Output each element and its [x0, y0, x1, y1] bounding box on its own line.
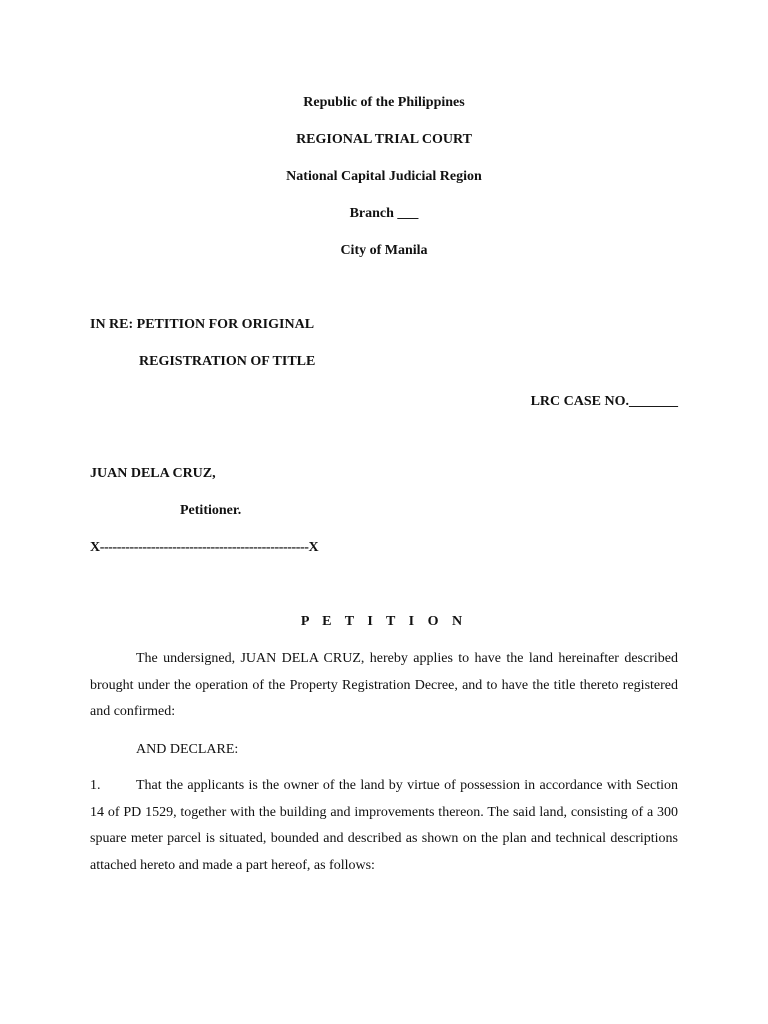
court-heading: REGIONAL TRIAL COURT: [296, 132, 472, 147]
and-declare: AND DECLARE:: [136, 742, 239, 757]
case-number: LRC CASE NO._______: [530, 394, 678, 409]
petitioner-role: Petitioner.: [180, 503, 242, 518]
petition-title: P E T I T I O N: [300, 614, 468, 629]
petitioner-name: JUAN DELA CRUZ,: [90, 466, 216, 481]
region-heading: National Capital Judicial Region: [286, 169, 482, 184]
paragraph-text: That the applicants is the owner of the land by virtue of possession in accordance with Section 14 of PD 1529, together with the building and improvements thereon. The said land, consisting of a 300 spuare meter parcel is situated, bounded and described as shown on the plan and technical descriptions attached hereto and made a part hereof, as follows:: [90, 778, 678, 873]
city-heading: City of Manila: [340, 243, 428, 258]
branch-heading: Branch ___: [349, 206, 419, 221]
paragraph-number: 1.: [90, 778, 101, 793]
in-re-line-2: REGISTRATION OF TITLE: [139, 354, 316, 369]
numbered-paragraph-1: [90, 773, 678, 879]
intro-paragraph: The undersigned, JUAN DELA CRUZ, hereby applies to have the land hereinafter described brought under the operation of the Property Registration Decree, and to have the title thereto registered and confirmed:: [90, 651, 678, 719]
in-re-line-1: IN RE: PETITION FOR ORIGINAL: [90, 317, 315, 332]
caption-separator: X-------------------------------------------------X: [90, 540, 319, 555]
republic-heading: Republic of the Philippines: [303, 95, 465, 110]
